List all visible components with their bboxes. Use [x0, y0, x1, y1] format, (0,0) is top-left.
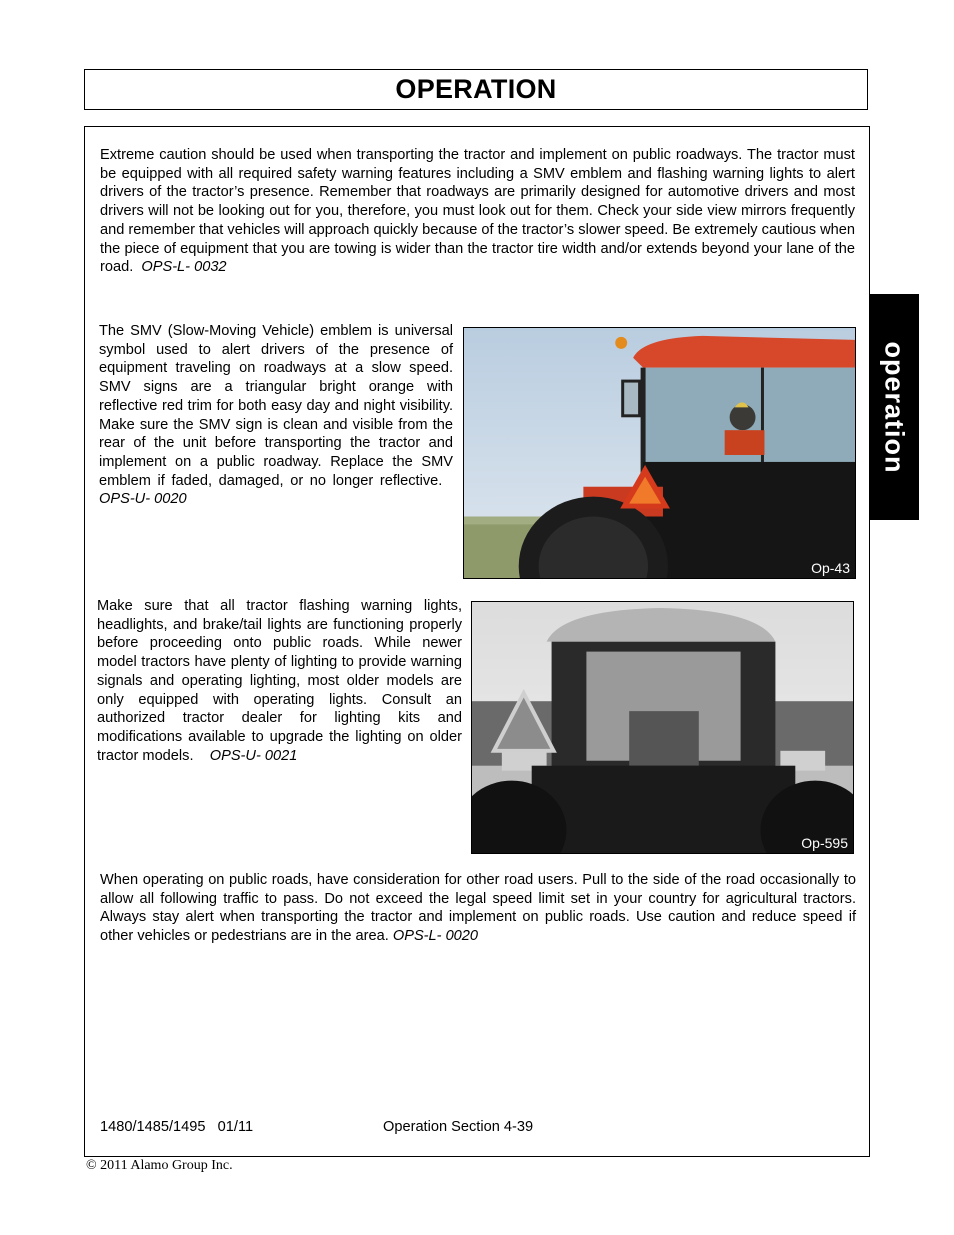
- reference-code: OPS-U- 0021: [209, 747, 298, 764]
- section-side-tab-label: operation: [879, 340, 910, 474]
- photo-caption: Op-595: [801, 835, 848, 851]
- smv-emblem-paragraph: [99, 322, 453, 509]
- footer-model-info: 1480/1485/1495 01/11: [100, 1119, 254, 1135]
- copyright-notice: © 2011 Alamo Group Inc.: [86, 1158, 233, 1173]
- reference-code: OPS-L- 0020: [392, 928, 479, 945]
- reference-code: OPS-L- 0032: [141, 259, 227, 276]
- page-title: OPERATION: [395, 74, 557, 104]
- tractor-rear-lights-photo: [471, 601, 854, 854]
- paragraph-text: When operating on public roads, have consideration for other road users. Pull to the side of the road occasionally to allow all following traffic to pass. Do not exceed the legal speed limit set in your country for agricultural tractors. Always stay alert when transporting the tractor and implement on public roads. Use caution and reduce speed if other vehicles or pedestrians are in the area.: [100, 872, 856, 945]
- reference-code: OPS-U- 0020: [99, 491, 187, 508]
- paragraph-text: Make sure that all tractor flashing warning lights, headlights, and brake/tail lights are functioning properly before proceeding onto public roads. While newer model tractors have plenty of lighting to provide warning signals and operating lighting, most older models are only equipped with operating lights. Consult an authorized tractor dealer for lighting kits and modifications available to upgrade the lighting on older tractor models.: [97, 598, 462, 764]
- transport-caution-paragraph: [100, 146, 855, 277]
- section-side-tab: [869, 294, 919, 520]
- footer-page-number: Operation Section 4-39: [383, 1119, 534, 1135]
- paragraph-text: Extreme caution should be used when transporting the tractor and implement on public roadways. The tractor must be equipped with all required safety warning features including a SMV emblem and flashing warning lights to alert drivers of the tractor’s presence. Remember that roadways are primarily designed for automotive drivers and most drivers will not be looking out for you, therefore, you must look out for them. Check your side view mirrors frequently and remember that vehicles will approach quickly because of the tractor’s slower speed. Be extremely cautious when the piece of equipment that you are towing is wider than the tractor tire width and/or extends beyond your lane of the road.: [100, 147, 855, 276]
- public-roads-paragraph: [100, 871, 856, 946]
- tractor-smv-photo: [463, 327, 856, 579]
- header-box: [84, 69, 868, 110]
- paragraph-text: The SMV (Slow-Moving Vehicle) emblem is universal symbol used to alert drivers of the presence of equipment traveling on roadways at a slow speed. SMV signs are a triangular bright orange with reflective red trim for both easy day and night visibility. Make sure the SMV sign is clean and visible from the rear of the unit before transporting the tractor and implement on a public roadway. Replace the SMV emblem if faded, damaged, or no longer reflective.: [99, 323, 453, 489]
- photo-caption: Op-43: [811, 560, 850, 576]
- warning-lights-paragraph: [97, 597, 462, 765]
